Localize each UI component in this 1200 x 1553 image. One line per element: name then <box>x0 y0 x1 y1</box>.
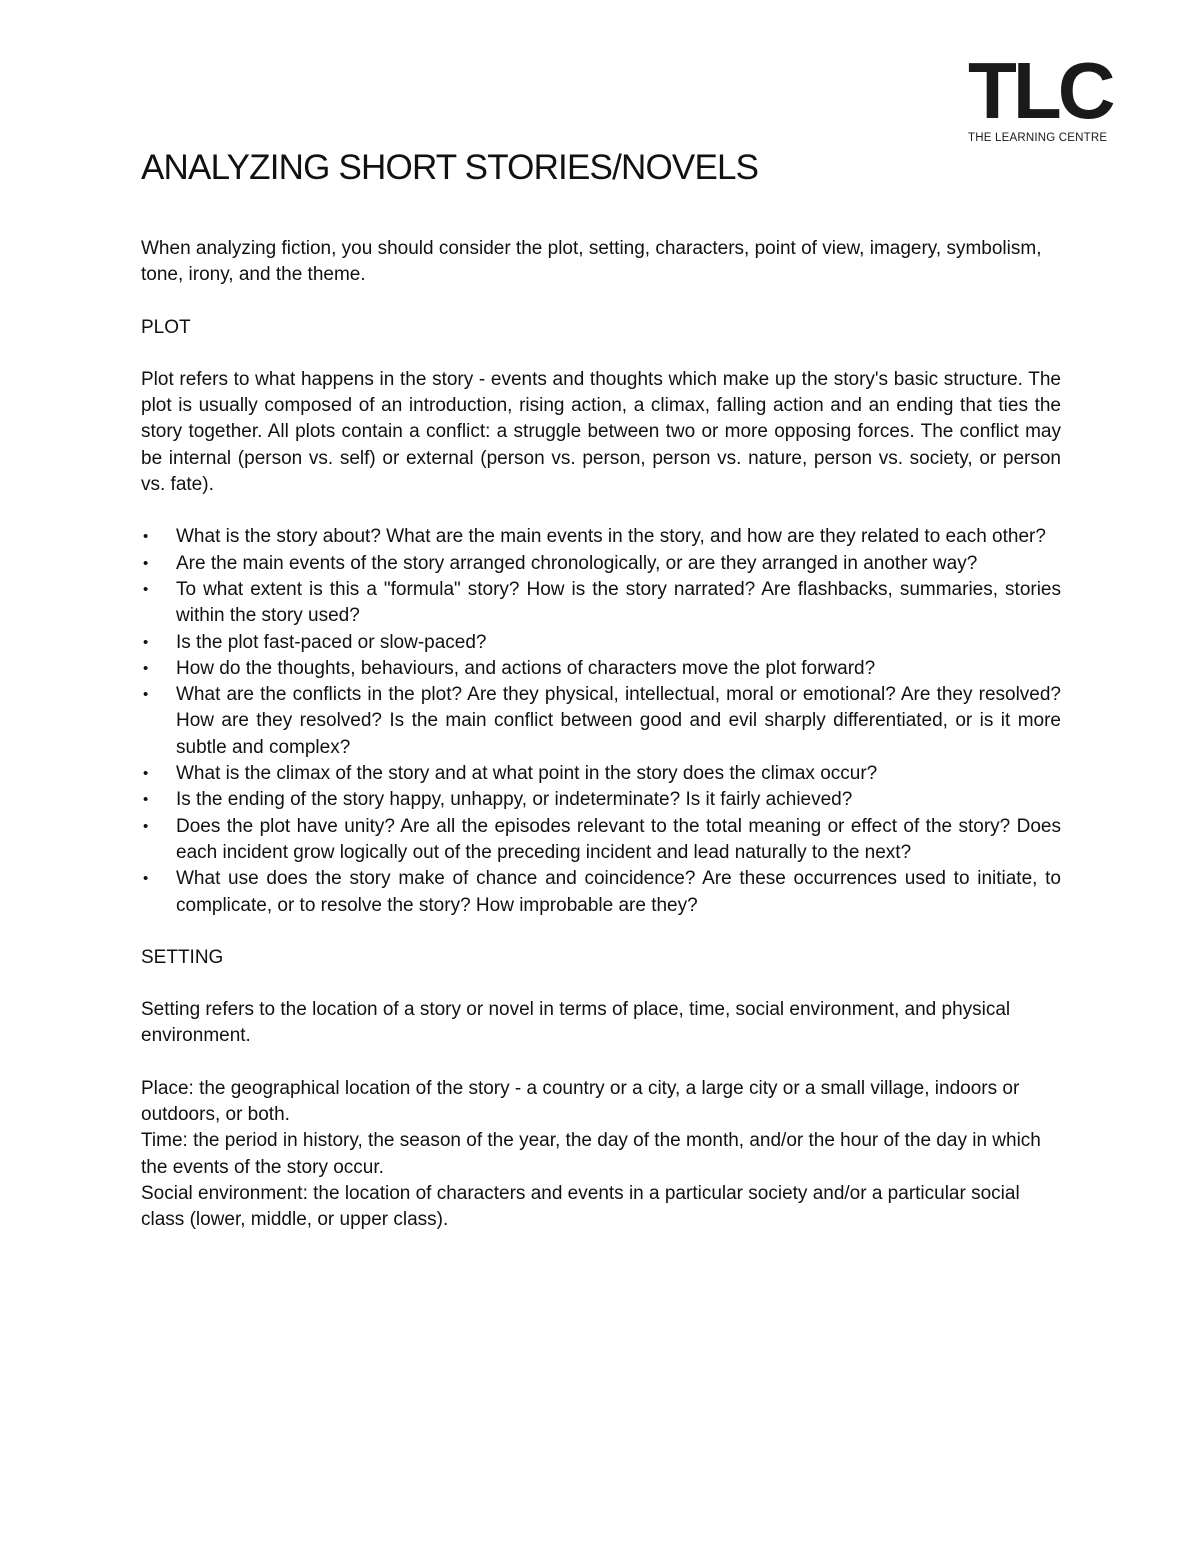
plot-questions-list <box>141 524 1061 918</box>
plot-question: • Does the plot have unity? Are all the episodes relevant to the total meaning or effect of the story? Does each incident grow logically out of the preceding incident and lead naturally to the next? <box>141 814 1061 867</box>
plot-paragraph: Plot refers to what happens in the story - events and thoughts which make up the story's basic structure. The plot is usually composed of an introduction, rising action, a climax, falling action and an ending that ties the story together. All plots contain a conflict: a struggle between two or more opposing forces. The conflict may be internal (person vs. self) or external (person vs. person, person vs. nature, person vs. society, or person vs. fate). <box>141 368 1061 496</box>
plot-question: • What use does the story make of chance and coincidence? Are these occurrences used to initiate, to complicate, or to resolve the story? How improbable are they? <box>141 866 1061 919</box>
plot-question: • Are the main events of the story arranged chronologically, or are they arranged in another way? <box>141 551 1061 577</box>
setting-definition-place: Place: the geographical location of the story - a country or a city, a large city or a small village, indoors or outdoors, or both. <box>141 1077 1020 1126</box>
intro-paragraph: When analyzing fiction, you should consider the plot, setting, characters, point of view, imagery, symbolism, tone, irony, and the theme. <box>141 238 1042 286</box>
plot-question: • What is the climax of the story and at what point in the story does the climax occur? <box>141 761 1061 787</box>
plot-question: • To what extent is this a "formula" story? How is the story narrated? Are flashbacks, summaries, stories within the story used? <box>141 577 1061 630</box>
tlc-logo <box>968 46 1123 144</box>
logo-subtitle: THE LEARNING CENTRE <box>968 132 1108 144</box>
setting-definition-time: Time: the period in history, the season of the year, the day of the month, and/or the hour of the day in which the events of the story occur. <box>141 1130 1041 1178</box>
plot-heading: PLOT <box>141 316 191 338</box>
plot-question: • Is the ending of the story happy, unhappy, or indeterminate? Is it fairly achieved? <box>141 787 1061 813</box>
plot-question: • Is the plot fast-paced or slow-paced? <box>141 630 1061 656</box>
setting-heading: SETTING <box>141 946 224 968</box>
document-body <box>141 236 1061 1234</box>
plot-question: • What are the conflicts in the plot? Are they physical, intellectual, moral or emotional? Are they resolved? How are they resolved? Is the main conflict between good and evil sharply differentiated, or is it more subtle and complex? <box>141 682 1061 761</box>
plot-question: • What is the story about? What are the main events in the story, and how are they related to each other? <box>141 524 1061 550</box>
setting-definition-social: Social environment: the location of characters and events in a particular society and/or a particular social class (lower, middle, or upper class). <box>141 1182 1020 1231</box>
logo-mark: TLC <box>968 46 1112 135</box>
setting-paragraph: Setting refers to the location of a story or novel in terms of place, time, social environment, and physical environment. <box>141 999 1011 1047</box>
plot-question: • How do the thoughts, behaviours, and actions of characters move the plot forward? <box>141 656 1061 682</box>
page-title: ANALYZING SHORT STORIES/NOVELS <box>141 148 759 187</box>
